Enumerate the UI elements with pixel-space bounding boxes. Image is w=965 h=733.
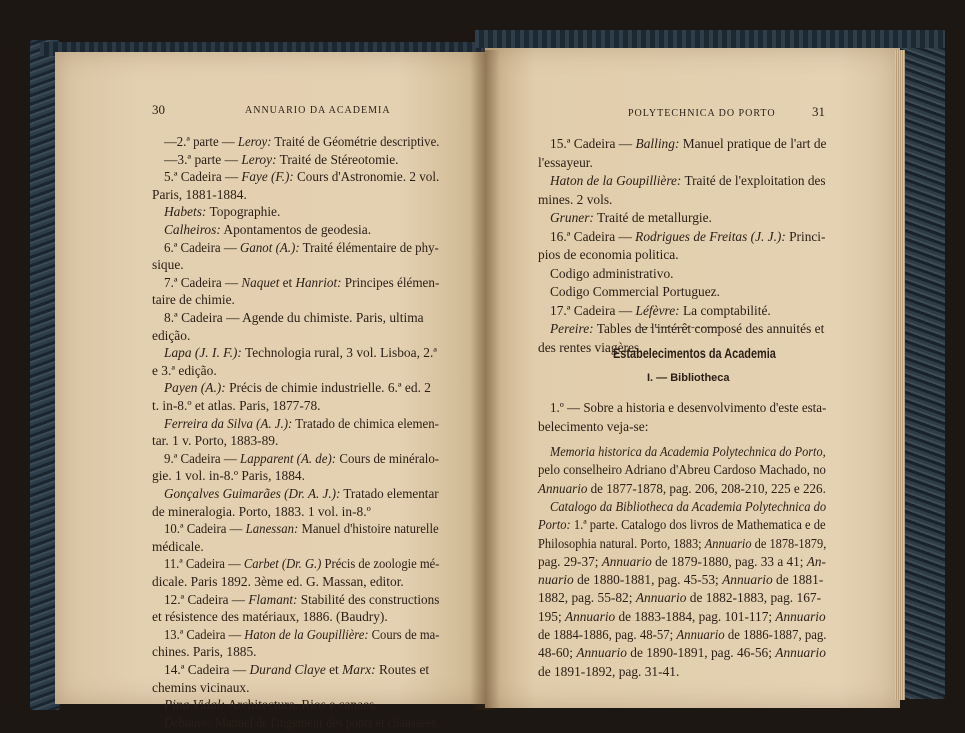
text-line — [550, 498, 826, 515]
text-line — [550, 443, 826, 460]
italic-text: Ganot (A.): — [240, 239, 300, 255]
italic-text: Calheiros: — [164, 222, 221, 237]
italic-text: Rodrigues de Freitas (J. J.): — [635, 228, 786, 244]
text-line — [538, 644, 826, 661]
text: Stabilité des constructions — [297, 591, 440, 607]
text: 7.ª Cadeira — — [164, 274, 242, 290]
italic-text: Annuario — [722, 572, 773, 588]
text: pelo conselheiro Adriano d'Abreu Cardoso Machado, no — [538, 462, 826, 478]
italic-text: Hanriot: — [295, 274, 342, 290]
text-line — [152, 467, 305, 484]
text: Topographie. — [206, 204, 281, 220]
right-page-number: 31 — [812, 104, 825, 119]
text: Traité de Géométrie descriptive. — [271, 134, 440, 149]
subsection-heading: I. — Bibliotheca — [647, 372, 730, 384]
text: et — [279, 274, 296, 290]
text: 6.ª Cadeira — — [164, 239, 241, 255]
text: et résistence des matériaux, 1886. (Baudry). — [152, 609, 388, 625]
text-line — [152, 608, 388, 625]
italic-text: Leroy: — [237, 134, 272, 149]
text: 1.º — Sobre a historia e desenvolvimento d'este esta- — [550, 400, 827, 415]
text-line — [538, 571, 823, 588]
text: 8.ª Cadeira — Agende du chimiste. Paris, ultima — [164, 310, 424, 325]
text-line — [152, 362, 217, 379]
text-line — [152, 643, 257, 660]
text-line — [538, 589, 821, 606]
text: Tratado de chimica elemen- — [292, 415, 439, 431]
text: 195; — [538, 608, 565, 624]
italic-text: Haton de la Goupillière: — [550, 173, 682, 188]
text-line — [164, 274, 439, 291]
text: Principes élémen- — [341, 274, 440, 290]
text-line — [538, 480, 826, 497]
text: de 1880-1881, pag. 45-53; — [573, 572, 723, 588]
text-line — [164, 696, 378, 713]
text: de 1890-1891, pag. 46-56; — [626, 645, 776, 661]
text-line — [164, 714, 439, 731]
page-stack-edge — [895, 50, 905, 700]
italic-text: nuario — [538, 572, 574, 588]
text: Architectura. Rios e canaes. — [225, 697, 378, 713]
text-line — [164, 309, 424, 326]
italic-text: Balling: — [635, 136, 680, 151]
text: taire de chimie. — [152, 292, 235, 308]
text: —2.ª parte — — [164, 134, 238, 149]
text-line — [164, 168, 439, 185]
text: Apontamentos de geodesia. — [220, 222, 372, 237]
text: de 1877-1878, pag. 206, 208-210, 225 e 226. — [587, 480, 826, 496]
text: Paris, 1881-1884. — [152, 186, 247, 202]
text-line — [550, 228, 825, 245]
text: 5.ª Cadeira — — [164, 169, 242, 185]
text: Manuel pratique de l'art de — [679, 136, 827, 151]
text: tar. 1 v. Porto, 1883-89. — [152, 433, 279, 449]
italic-text: Ferreira da Silva (A. J.): — [164, 415, 293, 431]
text: 48-60; — [538, 645, 577, 661]
text: Traité de metallurgie. — [593, 210, 712, 225]
text-line — [152, 679, 249, 696]
text-line — [164, 344, 437, 361]
italic-text: Lanessan: — [245, 521, 299, 537]
text: chemins vicinaux. — [152, 679, 250, 695]
text-line — [550, 209, 712, 226]
text-line — [164, 626, 439, 643]
italic-text: Gonçalves Guimarães (Dr. A. J.): — [164, 486, 341, 501]
text-line — [538, 553, 826, 570]
text-line — [538, 246, 679, 263]
text: 10.ª Cadeira — — [164, 521, 246, 537]
text-line — [152, 432, 278, 449]
text: Philosophia natural. Porto, 1883; — [538, 535, 705, 551]
italic-text: Léfèvre: — [635, 302, 680, 318]
text: 1882, pag. 55-82; — [538, 590, 636, 606]
text-line — [164, 555, 439, 572]
italic-text: Lapa (J. I. F.): — [164, 345, 242, 361]
text: et — [325, 662, 343, 677]
text-line — [164, 520, 439, 537]
text: Routes et — [375, 662, 430, 677]
text: Cours de minéralo- — [336, 450, 440, 466]
text-line — [538, 626, 826, 643]
italic-text: Annuario — [676, 627, 725, 642]
text: 13.ª Cadeira — — [164, 626, 245, 642]
italic-text: Payen (A.): — [164, 380, 226, 396]
text-line — [550, 135, 826, 152]
italic-text: Flamant: — [248, 591, 298, 607]
text: La comptabilité. — [679, 302, 771, 318]
section-heading: Estabelecimentos da Academia — [613, 345, 776, 361]
text-line — [550, 172, 826, 189]
text: de 1886-1887, pag. — [724, 627, 827, 642]
italic-text: Annuario — [601, 553, 652, 569]
text-line — [538, 418, 648, 435]
text-line — [164, 221, 371, 238]
text-line — [164, 239, 439, 256]
text: Codigo administrativo. — [550, 265, 674, 281]
text-line — [550, 265, 673, 282]
italic-text: Annuario — [576, 645, 627, 661]
book-gutter — [470, 50, 500, 710]
text-line — [164, 133, 439, 150]
text: 11.ª Cadeira — — [164, 556, 244, 572]
text: Tables de l'intérêt composé des annuités et — [593, 321, 825, 336]
text-line — [152, 327, 190, 344]
text: de 1884-1886, pag. 48-57; — [538, 627, 677, 642]
text: 14.ª Cadeira — — [164, 662, 250, 677]
italic-text: Pereire: — [550, 321, 594, 336]
italic-text: Habets: — [164, 204, 207, 220]
text-line — [550, 283, 720, 300]
text: Traité de l'exploitation des — [681, 173, 826, 188]
text: Traité élémentaire de phy- — [299, 239, 439, 255]
text: mines. 2 vols. — [538, 191, 613, 207]
book-cover-top-right — [475, 30, 945, 48]
right-running-head: POLYTECHNICA DO PORTO — [628, 108, 776, 119]
text: de 1878-1879, — [751, 535, 827, 551]
text-line — [164, 661, 429, 678]
text: de 1891-1892, pag. 31-41. — [538, 663, 680, 679]
italic-text: Memoria historica da Academia Polytechnica do Porto, — [550, 444, 826, 459]
text-line — [538, 608, 826, 625]
italic-text: Naquet — [241, 274, 280, 290]
text: de 1883-1884, pag. 101-117; — [615, 608, 776, 624]
text: belecimento veja-se: — [538, 418, 649, 434]
text-line — [152, 538, 204, 555]
text: 15.ª Cadeira — — [550, 136, 636, 151]
italic-text: Porto: — [538, 517, 571, 533]
text: des rentes viagères. — [538, 339, 643, 355]
text-line — [538, 516, 826, 533]
italic-text: Annuario — [775, 645, 826, 661]
text: pios de economia politica. — [538, 247, 679, 262]
text: l'essayeur. — [538, 154, 593, 170]
italic-text: An- — [806, 553, 826, 569]
text-line — [550, 399, 826, 416]
text-line — [152, 573, 404, 590]
text-line — [152, 397, 321, 414]
text: Cours d'Astronomie. 2 vol. — [293, 169, 440, 185]
text: de mineralogia. Porto, 1883. 1 vol. in-8.º — [152, 503, 371, 519]
italic-text: Carbet (Dr. G.) — [243, 556, 322, 572]
text-line — [152, 503, 371, 520]
text: t. in-8.º et atlas. Paris, 1877-78. — [152, 398, 321, 413]
italic-text: Annuario — [775, 608, 826, 624]
text: sique. — [152, 257, 184, 273]
text-line — [550, 302, 771, 319]
text: e 3.ª edição. — [152, 362, 217, 378]
italic-text: Catalogo da Bibliotheca da Academia Polytechnica do — [550, 498, 827, 514]
text: Cours de ma- — [368, 626, 440, 642]
italic-text: Durand Claye — [249, 662, 326, 677]
italic-text: Debauve: — [164, 714, 213, 730]
italic-text: Annuario — [564, 608, 616, 624]
text-line — [164, 450, 439, 467]
text-line — [164, 151, 399, 168]
italic-text: Marx: — [342, 662, 376, 677]
text-line — [152, 186, 247, 203]
text: Manuel d'histoire naturelle — [298, 521, 439, 537]
text: Traité de Stéreotomie. — [276, 151, 399, 167]
text: 1.ª parte. Catalogo dos livros de Mathematica e de — [570, 517, 826, 533]
text: gie. 1 vol. in-8.º Paris, 1884. — [152, 468, 305, 484]
italic-text: Leroy: — [241, 151, 277, 167]
text: de 1879-1880, pag. 33 a 41; — [651, 553, 807, 569]
italic-text: Haton de la Goupillière: — [244, 626, 369, 642]
text: Princi- — [785, 228, 826, 244]
text: edição. — [152, 327, 191, 343]
text-line — [550, 320, 824, 337]
italic-text: Pina Vidal: — [164, 697, 226, 713]
text: 12.ª Cadeira — — [164, 591, 249, 607]
text: Codigo Commercial Portuguez. — [550, 284, 720, 299]
text-line — [164, 591, 439, 608]
text-line — [164, 485, 439, 502]
italic-text: Annuario — [635, 590, 687, 606]
italic-text: Annuario — [538, 480, 588, 496]
text-line — [538, 154, 593, 171]
text: 17.ª Cadeira — — [550, 302, 636, 318]
italic-text: Faye (F.): — [241, 169, 294, 185]
text-line — [538, 461, 826, 478]
italic-text: Annuario — [704, 535, 752, 551]
text-line — [164, 415, 439, 432]
left-running-head: ANNUARIO DA ACADEMIA — [245, 105, 391, 116]
text-line — [538, 663, 679, 680]
text-line — [152, 256, 184, 273]
text: Manuel de l'ingénieur des ponts et chaussées. — [212, 714, 440, 730]
text: de 1881- — [772, 572, 824, 588]
text: dicale. Paris 1892. 3ème ed. G. Massan, editor. — [152, 574, 404, 589]
text-line — [538, 339, 642, 356]
text: médicale. — [152, 538, 204, 554]
italic-text: Lapparent (A. de): — [240, 450, 337, 466]
left-page-number: 30 — [152, 102, 165, 117]
text: Précis de zoologie mé- — [321, 556, 440, 572]
text: —3.ª parte — — [164, 151, 242, 167]
text: Précis de chimie industrielle. 6.ª ed. 2 — [225, 380, 431, 396]
text-line — [538, 191, 612, 208]
text: Tratado elementar — [340, 486, 439, 501]
text: pag. 29-37; — [538, 553, 602, 569]
text: Technologia rural, 3 vol. Lisboa, 2.ª — [241, 345, 438, 361]
text-line — [164, 203, 280, 220]
italic-text: Gruner: — [550, 210, 594, 225]
text-line — [164, 379, 431, 396]
text: 16.ª Cadeira — — [550, 228, 636, 244]
text: de 1882-1883, pag. 167- — [686, 590, 822, 606]
text-line — [538, 535, 826, 552]
text-line — [152, 291, 235, 308]
text: chines. Paris, 1885. — [152, 644, 257, 660]
text: 9.ª Cadeira — — [164, 450, 241, 466]
